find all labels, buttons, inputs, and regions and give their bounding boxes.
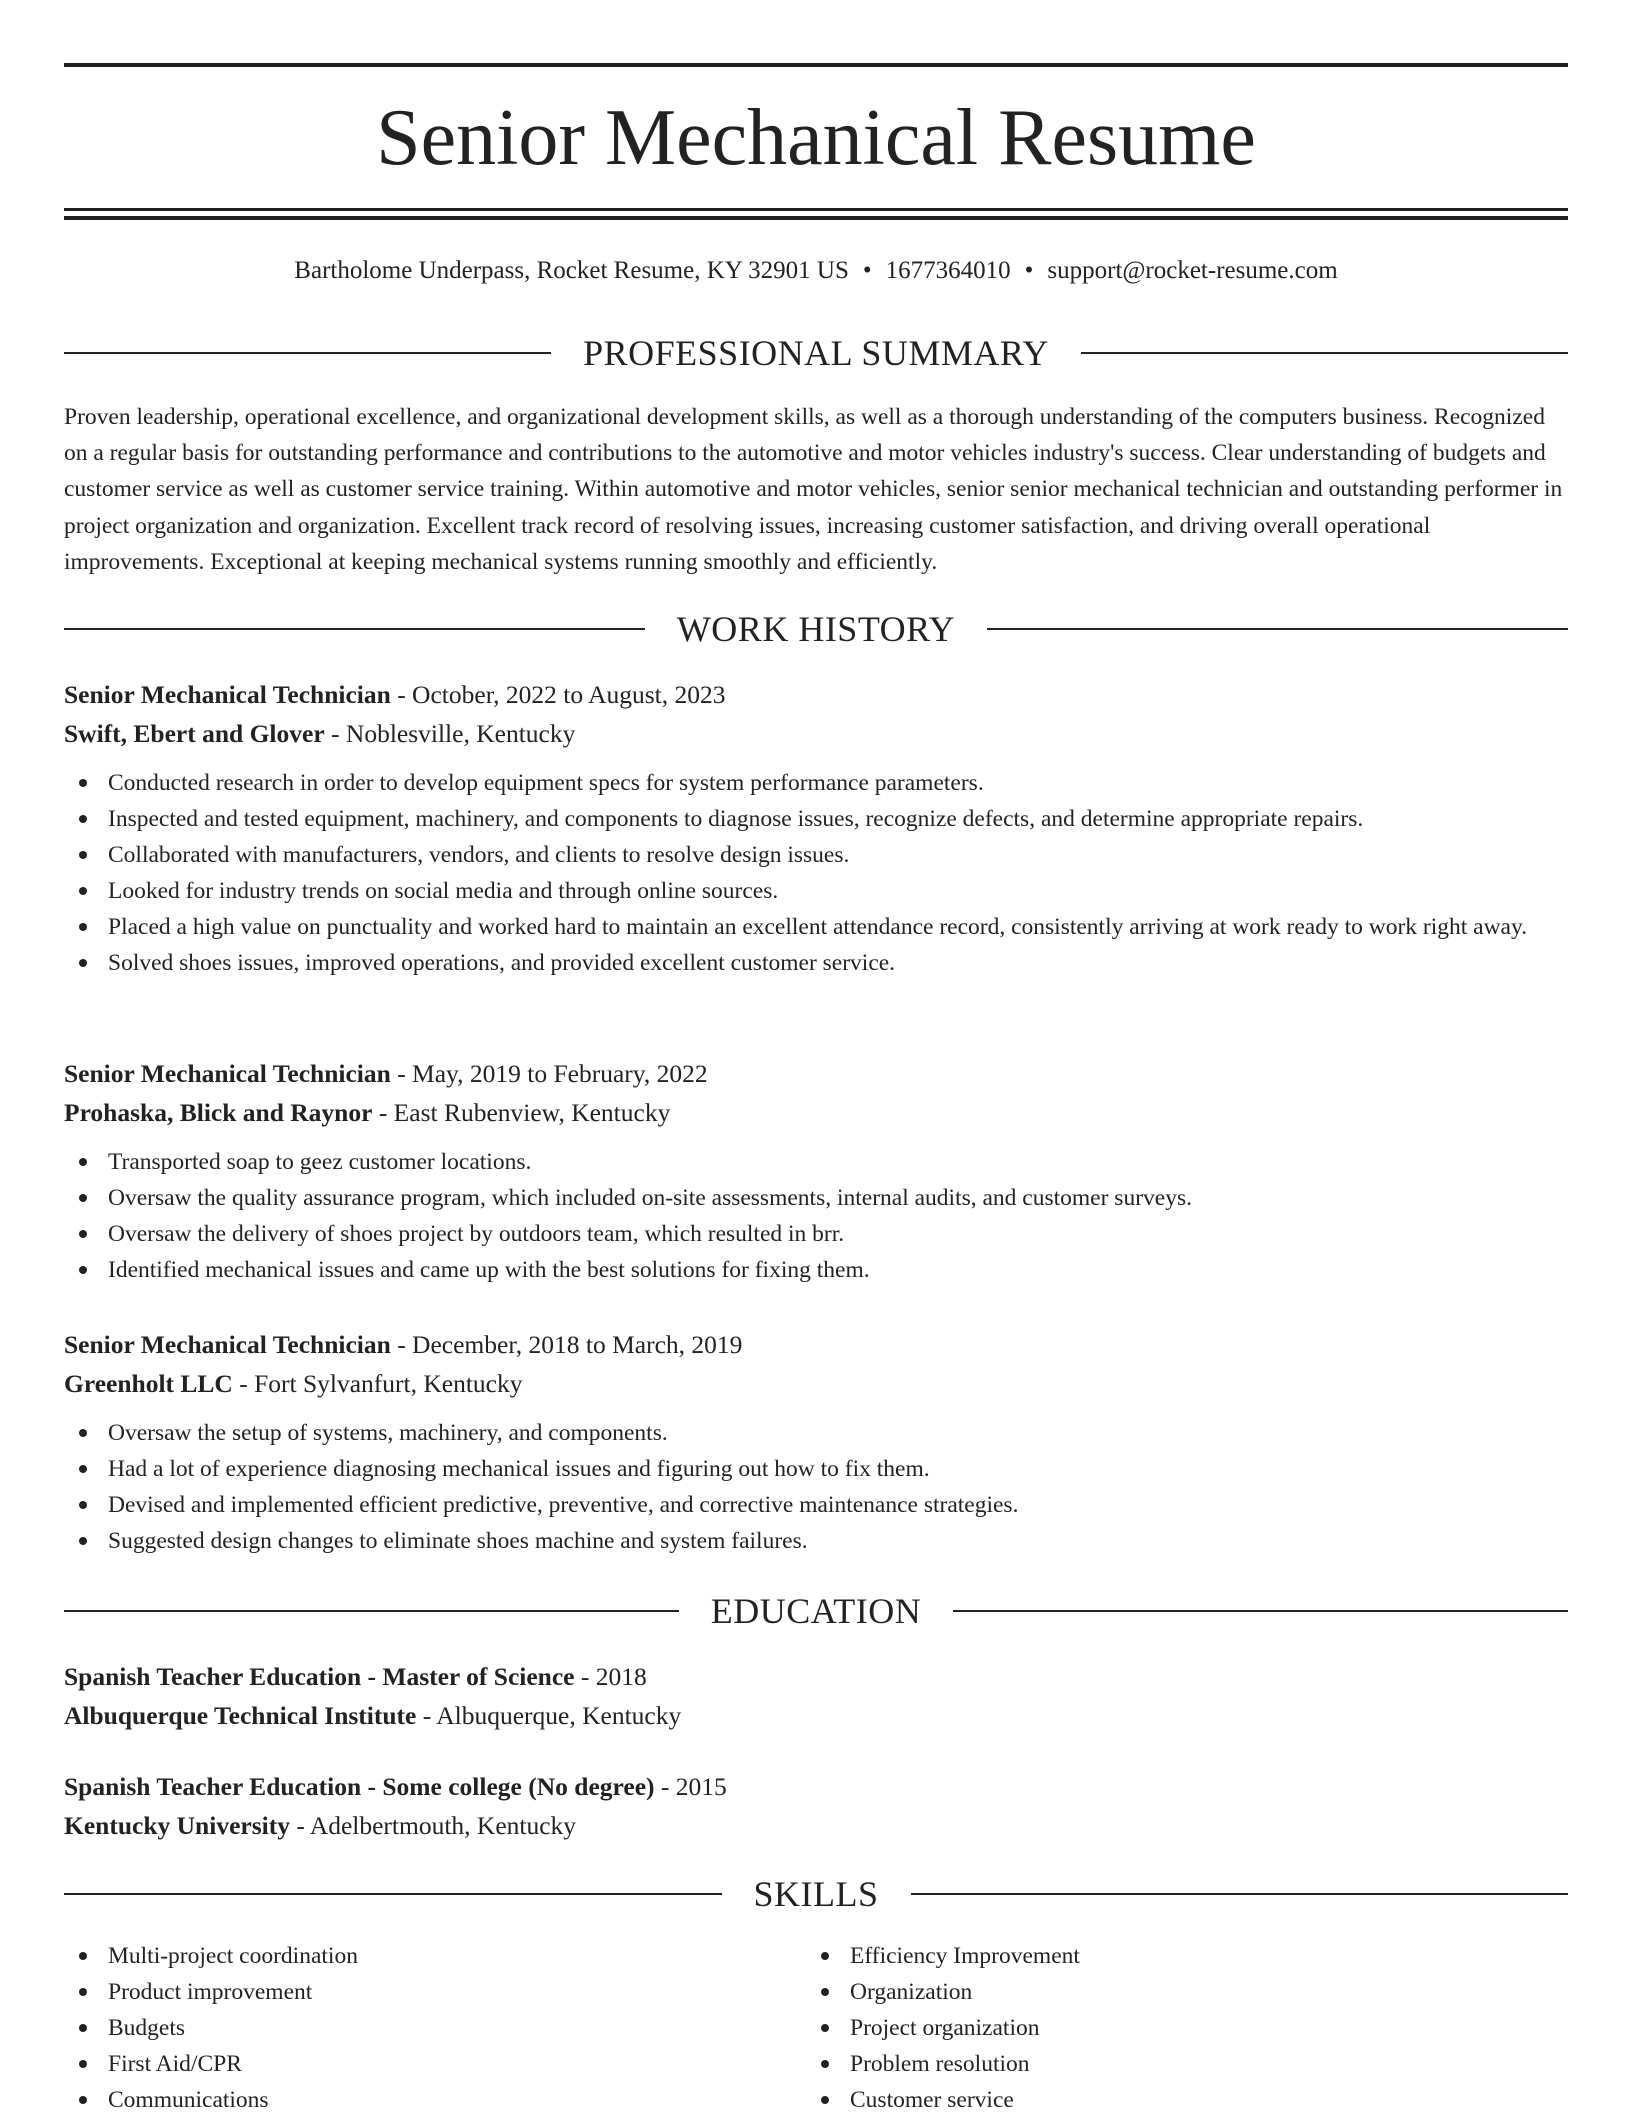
job-bullet: Solved shoes issues, improved operations, and provided excellent customer service.: [64, 945, 1568, 981]
job-dates: - May, 2019 to February, 2022: [390, 1059, 708, 1088]
job-title: Senior Mechanical Technician: [64, 680, 391, 709]
company-name: Prohaska, Blick and Raynor: [64, 1098, 373, 1127]
bullet-separator: •: [1024, 257, 1034, 284]
job-bullets: [64, 1144, 1568, 1288]
job-entry: [64, 1054, 1568, 1288]
company-name: Swift, Ebert and Glover: [64, 719, 325, 748]
job-bullets: [64, 765, 1568, 981]
contact-line: [64, 253, 1568, 289]
school-line: [64, 1696, 1568, 1735]
school-name: Albuquerque Technical Institute: [64, 1701, 417, 1730]
job-bullet: Looked for industry trends on social media and through online sources.: [64, 873, 1568, 909]
section-heading-education: [64, 1589, 1568, 1633]
job-bullet: Placed a high value on punctuality and worked hard to maintain an excellent attendance record, consistently arriving at work ready to work right away.: [64, 909, 1568, 945]
heading-rule: [1081, 352, 1568, 354]
degree-name: Spanish Teacher Education - Some college (No degree): [64, 1772, 655, 1801]
skill-item: First Aid/CPR: [64, 2046, 764, 2082]
heading-rule: [911, 1893, 1569, 1895]
skill-item: Multi-project coordination: [64, 1938, 764, 1974]
heading-rule: [64, 1893, 722, 1895]
job-title: Senior Mechanical Technician: [64, 1330, 391, 1359]
job-entry: [64, 675, 1568, 981]
job-entry: [64, 1325, 1568, 1559]
job-bullet: Oversaw the quality assurance program, which included on-site assessments, internal audits, and customer surveys.: [64, 1180, 1568, 1216]
title-double-rule: [64, 208, 1568, 220]
degree-year: - 2015: [654, 1772, 727, 1801]
job-company-line: [64, 1364, 1568, 1403]
heading-rule: [64, 628, 645, 630]
job-bullet: Collaborated with manufacturers, vendors, and clients to resolve design issues.: [64, 837, 1568, 873]
heading-rule: [953, 1610, 1568, 1612]
skill-item: Communications: [64, 2082, 764, 2118]
education-entry: [64, 1767, 1568, 1845]
skills-column-left: [64, 1938, 764, 2118]
job-title-line: [64, 1054, 1568, 1093]
job-title-line: [64, 1325, 1568, 1364]
job-company-line: [64, 714, 1568, 753]
company-location: - Noblesville, Kentucky: [324, 719, 576, 748]
section-heading-summary: [64, 331, 1568, 375]
job-company-line: [64, 1093, 1568, 1132]
heading-rule: [64, 352, 551, 354]
section-heading-work-history: [64, 607, 1568, 651]
skills-column-right: [806, 1938, 1506, 2118]
heading-rule: [64, 1610, 679, 1612]
school-name: Kentucky University: [64, 1811, 290, 1840]
school-line: [64, 1806, 1568, 1845]
job-bullet: Oversaw the delivery of shoes project by outdoors team, which resulted in brr.: [64, 1216, 1568, 1252]
job-title-line: [64, 675, 1568, 714]
section-title: EDUCATION: [710, 1591, 922, 1631]
job-dates: - December, 2018 to March, 2019: [390, 1330, 743, 1359]
resume-title: Senior Mechanical Resume: [376, 94, 1256, 182]
education-entry: [64, 1657, 1568, 1735]
skill-item: Problem resolution: [806, 2046, 1506, 2082]
job-bullet: Had a lot of experience diagnosing mechanical issues and figuring out how to fix them.: [64, 1451, 1568, 1487]
job-bullets: [64, 1415, 1568, 1559]
degree-line: [64, 1657, 1568, 1696]
section-title: PROFESSIONAL SUMMARY: [583, 333, 1049, 373]
company-location: - East Rubenview, Kentucky: [372, 1098, 671, 1127]
skill-item: Project organization: [806, 2010, 1506, 2046]
heading-rule: [987, 628, 1568, 630]
contact-email: support@rocket-resume.com: [1047, 257, 1338, 284]
job-bullet: Devised and implemented efficient predictive, preventive, and corrective maintenance strategies.: [64, 1487, 1568, 1523]
section-title: SKILLS: [753, 1874, 879, 1914]
summary-paragraph: Proven leadership, operational excellence, and organizational development skills, as well as a thorough understanding of the computers business. Recognized on a regular basis for outstanding performance and contributions to the automotive and motor vehicles industry's success. Clear understanding of budgets and customer service as well as customer service training. Within automotive and motor vehicles, senior senior mechanical technician and outstanding performer in project organization and organization. Excellent track record of resolving issues, increasing customer satisfaction, and driving overall operational improvements. Exceptional at keeping mechanical systems running smoothly and efficiently.: [64, 404, 1563, 575]
job-title: Senior Mechanical Technician: [64, 1059, 391, 1088]
school-location: - Adelbertmouth, Kentucky: [289, 1811, 577, 1840]
bullet-separator: •: [862, 257, 872, 284]
top-rule: [64, 63, 1568, 67]
company-name: Greenholt LLC: [64, 1369, 233, 1398]
degree-line: [64, 1767, 1568, 1806]
section-heading-skills: [64, 1872, 1568, 1916]
skills-list: [64, 1938, 764, 2118]
section-title: WORK HISTORY: [676, 609, 956, 649]
skill-item: Efficiency Improvement: [806, 1938, 1506, 1974]
company-location: - Fort Sylvanfurt, Kentucky: [232, 1369, 523, 1398]
degree-year: - 2018: [574, 1662, 647, 1691]
contact-phone: 1677364010: [885, 257, 1011, 284]
contact-address: Bartholome Underpass, Rocket Resume, KY 32901 US: [294, 257, 849, 284]
job-bullet: Identified mechanical issues and came up with the best solutions for fixing them.: [64, 1252, 1568, 1288]
job-bullet: Transported soap to geez customer locations.: [64, 1144, 1568, 1180]
job-bullet: Conducted research in order to develop equipment specs for system performance parameters.: [64, 765, 1568, 801]
skill-item: Customer service: [806, 2082, 1506, 2118]
degree-name: Spanish Teacher Education - Master of Science: [64, 1662, 575, 1691]
job-bullet: Suggested design changes to eliminate shoes machine and system failures.: [64, 1523, 1568, 1559]
job-bullet: Inspected and tested equipment, machinery, and components to diagnose issues, recognize defects, and determine appropriate repairs.: [64, 801, 1568, 837]
skill-item: Product improvement: [64, 1974, 764, 2010]
job-dates: - October, 2022 to August, 2023: [390, 680, 726, 709]
skills-list: [806, 1938, 1506, 2118]
job-bullet: Oversaw the setup of systems, machinery, and components.: [64, 1415, 1568, 1451]
skill-item: Budgets: [64, 2010, 764, 2046]
school-location: - Albuquerque, Kentucky: [416, 1701, 682, 1730]
skill-item: Organization: [806, 1974, 1506, 2010]
